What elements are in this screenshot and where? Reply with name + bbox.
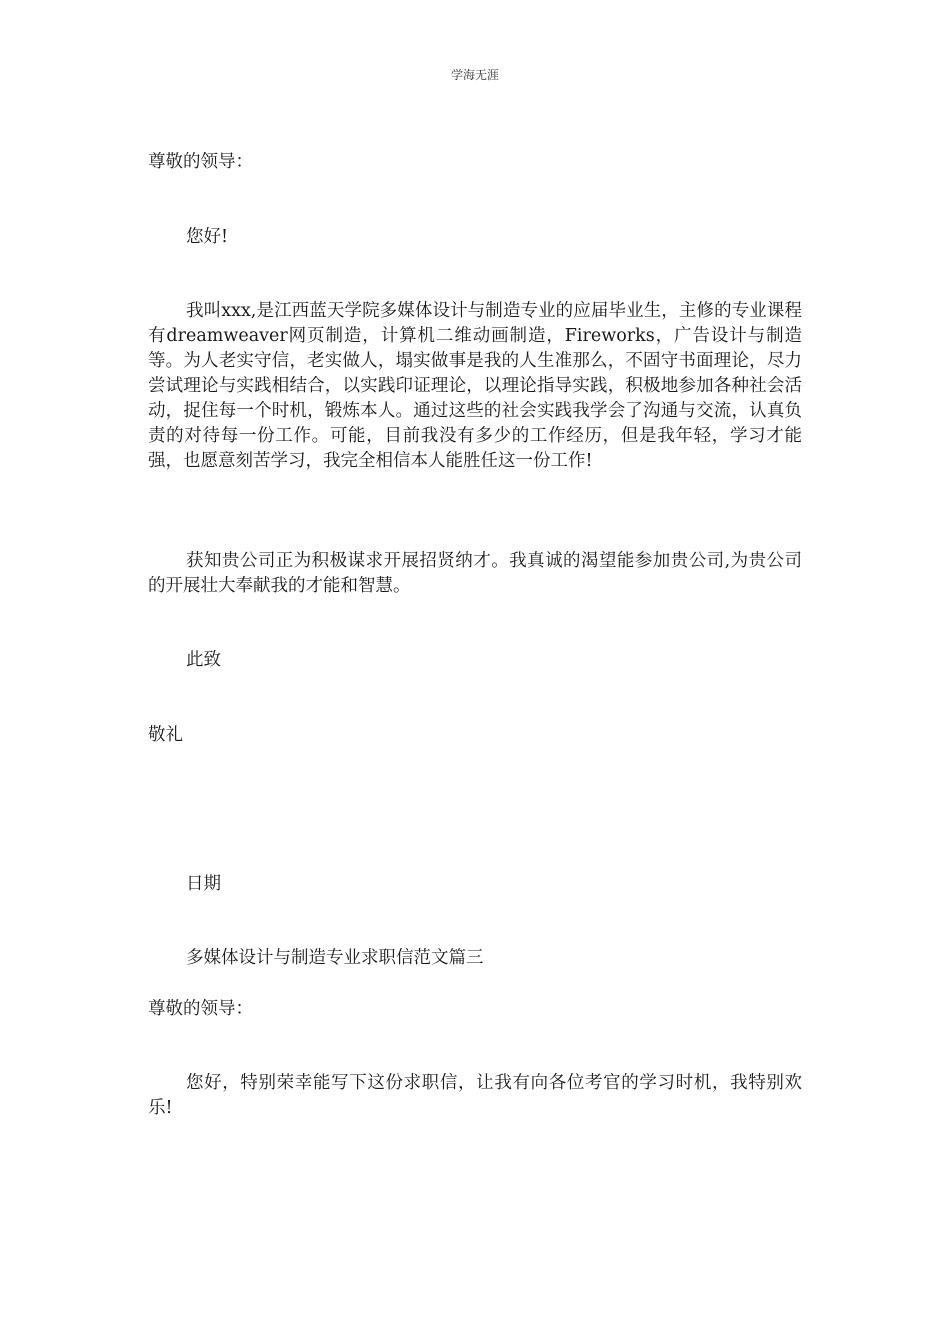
salutation-second: 尊敬的领导：: [148, 999, 253, 1019]
page-header: 学海无涯: [450, 68, 499, 82]
body-paragraph-second-greeting: 您好，特别荣幸能写下这份求职信，让我有向各位考官的学习时机，我特别欢乐!: [148, 1073, 802, 1118]
body-paragraph-application: 获知贵公司正为积极谋求开展招贤纳才。我真诚的渴望能参加贵公司,为贵公司的开展壮大奉献我的才能和智慧。: [148, 551, 802, 596]
section-title: 多媒体设计与制造专业求职信范文篇三: [186, 948, 484, 968]
date-line: 日期: [186, 874, 221, 894]
greeting: 您好!: [186, 227, 229, 247]
salutation: 尊敬的领导：: [148, 152, 253, 172]
closing-regards: 此致: [186, 650, 221, 670]
body-paragraph-self-introduction: 我叫xxx,是江西蓝天学院多媒体设计与制造专业的应届毕业生，主修的专业课程有dreamweaver网页制造，计算机二维动画制造，Fireworks，广告设计与制造等。为人老实守信，老实做人，塌实做事是我的人生准那么，不固守书面理论，尽力尝试理论与实践相结合，以实践印证理论，以理论指导实践，积极地参加各种社会活动，捉住每一个时机，锻炼本人。通过这些的社会实践我学会了沟通与交流，认真负责的对待每一份工作。可能，目前我没有多少的工作经历，但是我年轻，学习才能强，也愿意刻苦学习，我完全相信本人能胜任这一份工作!: [148, 301, 802, 471]
closing-salute: 敬礼: [148, 725, 183, 745]
